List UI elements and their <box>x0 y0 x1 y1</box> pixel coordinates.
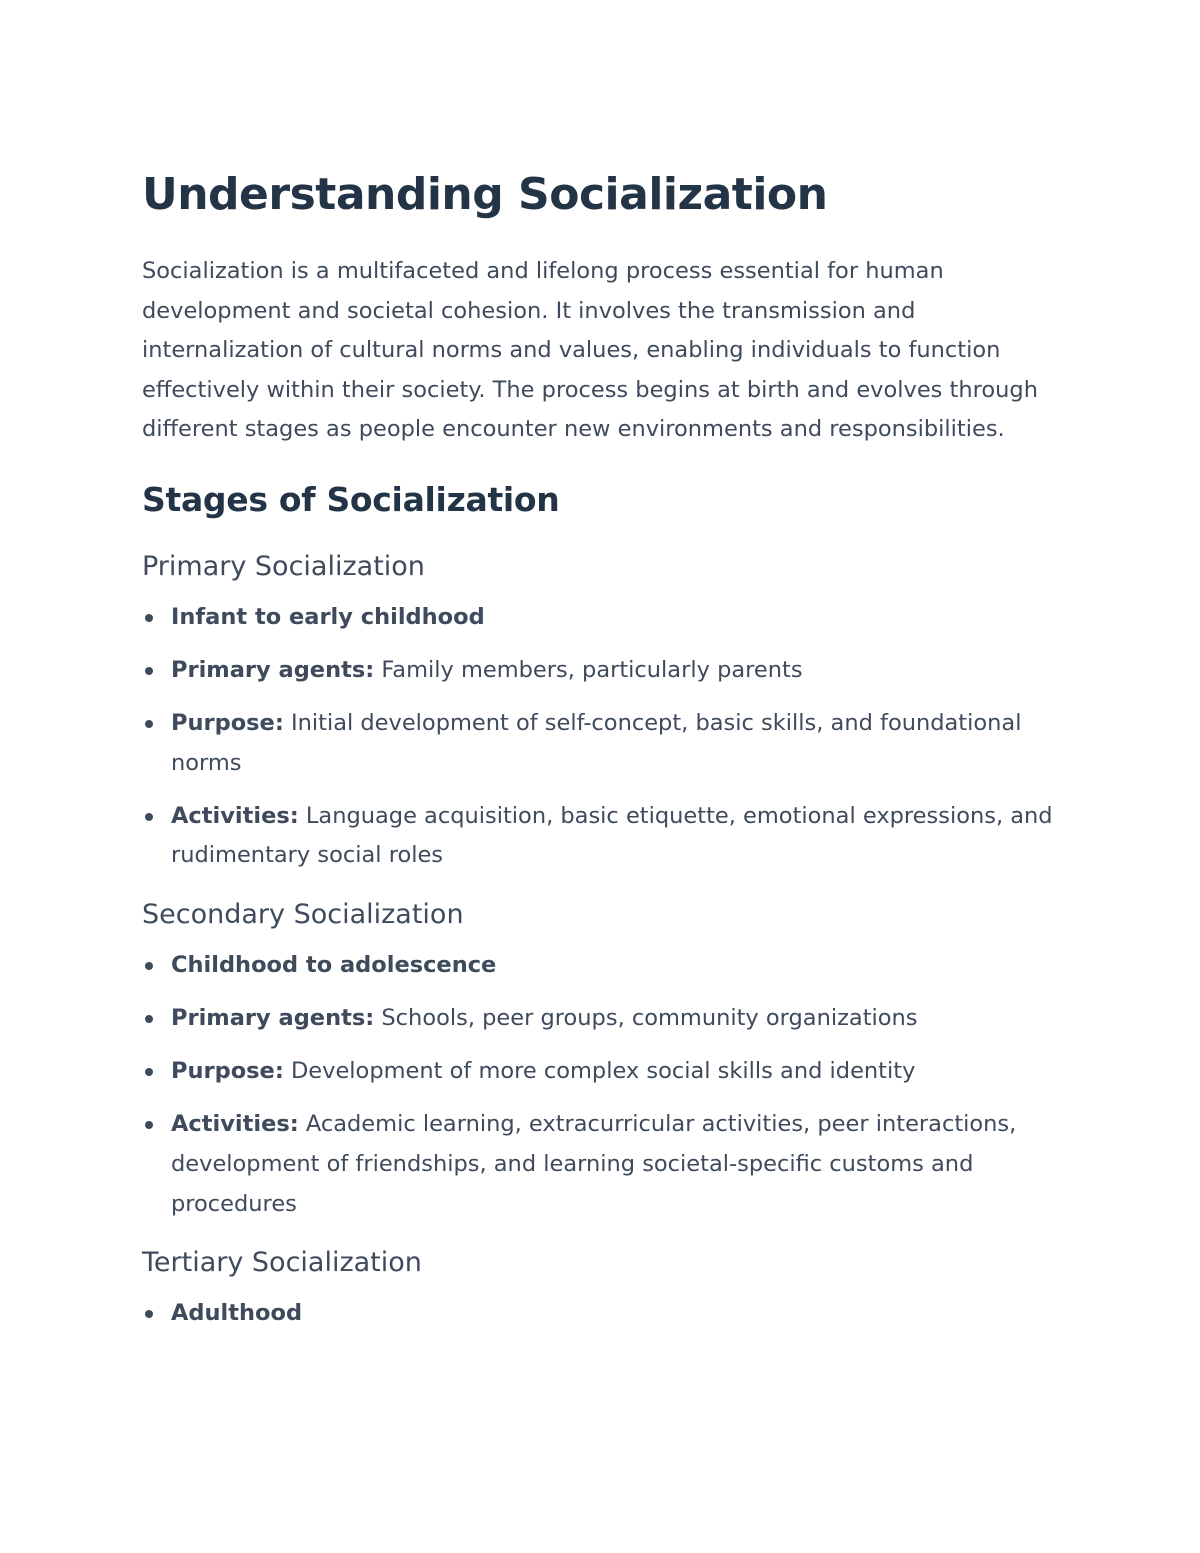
item-label: Primary agents: <box>171 657 375 684</box>
primary-section <box>142 548 1062 876</box>
primary-list <box>142 598 1062 876</box>
item-text: Language acquisition, basic etiquette, emotional expressions, and rudimentary social roles <box>171 802 1053 869</box>
bullet-icon <box>145 962 153 970</box>
item-text: Initial development of self-concept, basic skills, and foundational norms <box>171 710 1022 776</box>
secondary-heading: Secondary Socialization <box>142 899 464 931</box>
stages-heading: Stages of Socialization <box>142 479 560 519</box>
item-text: Academic learning, extracurricular activities, peer interactions, development of friendships, and learning societal-specific customs and procedures <box>171 1111 1017 1217</box>
item-label: Activities: <box>171 802 299 829</box>
list-item <box>142 1294 1062 1334</box>
bullet-icon <box>145 1121 153 1129</box>
page-title: Understanding Socialization <box>142 169 828 220</box>
item-label: Primary agents: <box>171 1005 375 1032</box>
item-label: Purpose: <box>171 1058 284 1085</box>
item-text: Family members, particularly parents <box>374 657 803 684</box>
bullet-icon <box>145 1310 153 1318</box>
list-item <box>142 598 1062 638</box>
item-label: Childhood to adolescence <box>171 952 497 979</box>
item-label: Activities: <box>171 1111 299 1138</box>
bullet-icon <box>145 720 153 728</box>
bullet-icon <box>145 1068 153 1076</box>
secondary-section <box>142 896 1062 1224</box>
list-item <box>142 651 1062 691</box>
primary-heading: Primary Socialization <box>142 550 425 582</box>
tertiary-list <box>142 1294 1062 1334</box>
list-item <box>142 946 1062 986</box>
item-text: Development of more complex social skills and identity <box>283 1058 916 1085</box>
tertiary-section <box>142 1244 1062 1334</box>
list-item <box>142 797 1062 876</box>
item-label: Adulthood <box>171 1300 303 1327</box>
list-item <box>142 999 1062 1039</box>
list-item <box>142 1052 1062 1092</box>
bullet-icon <box>145 614 153 622</box>
secondary-list <box>142 946 1062 1224</box>
bullet-icon <box>145 813 153 821</box>
item-text: Schools, peer groups, community organizations <box>374 1005 918 1032</box>
item-label: Purpose: <box>171 710 284 737</box>
tertiary-heading: Tertiary Socialization <box>142 1247 422 1279</box>
bullet-icon <box>145 667 153 675</box>
intro-paragraph: Socialization is a multifaceted and lifelong process essential for human development and societal cohesion. It involves the transmission and internalization of cultural norms and values, enabling individuals to function effectively within their society. The process begins at birth and evolves through different stages as people encounter new environments and responsibilities. <box>142 258 1038 443</box>
item-label: Infant to early childhood <box>171 603 485 630</box>
document-page <box>142 168 1062 1347</box>
bullet-icon <box>145 1015 153 1023</box>
list-item <box>142 704 1062 783</box>
list-item <box>142 1105 1062 1224</box>
